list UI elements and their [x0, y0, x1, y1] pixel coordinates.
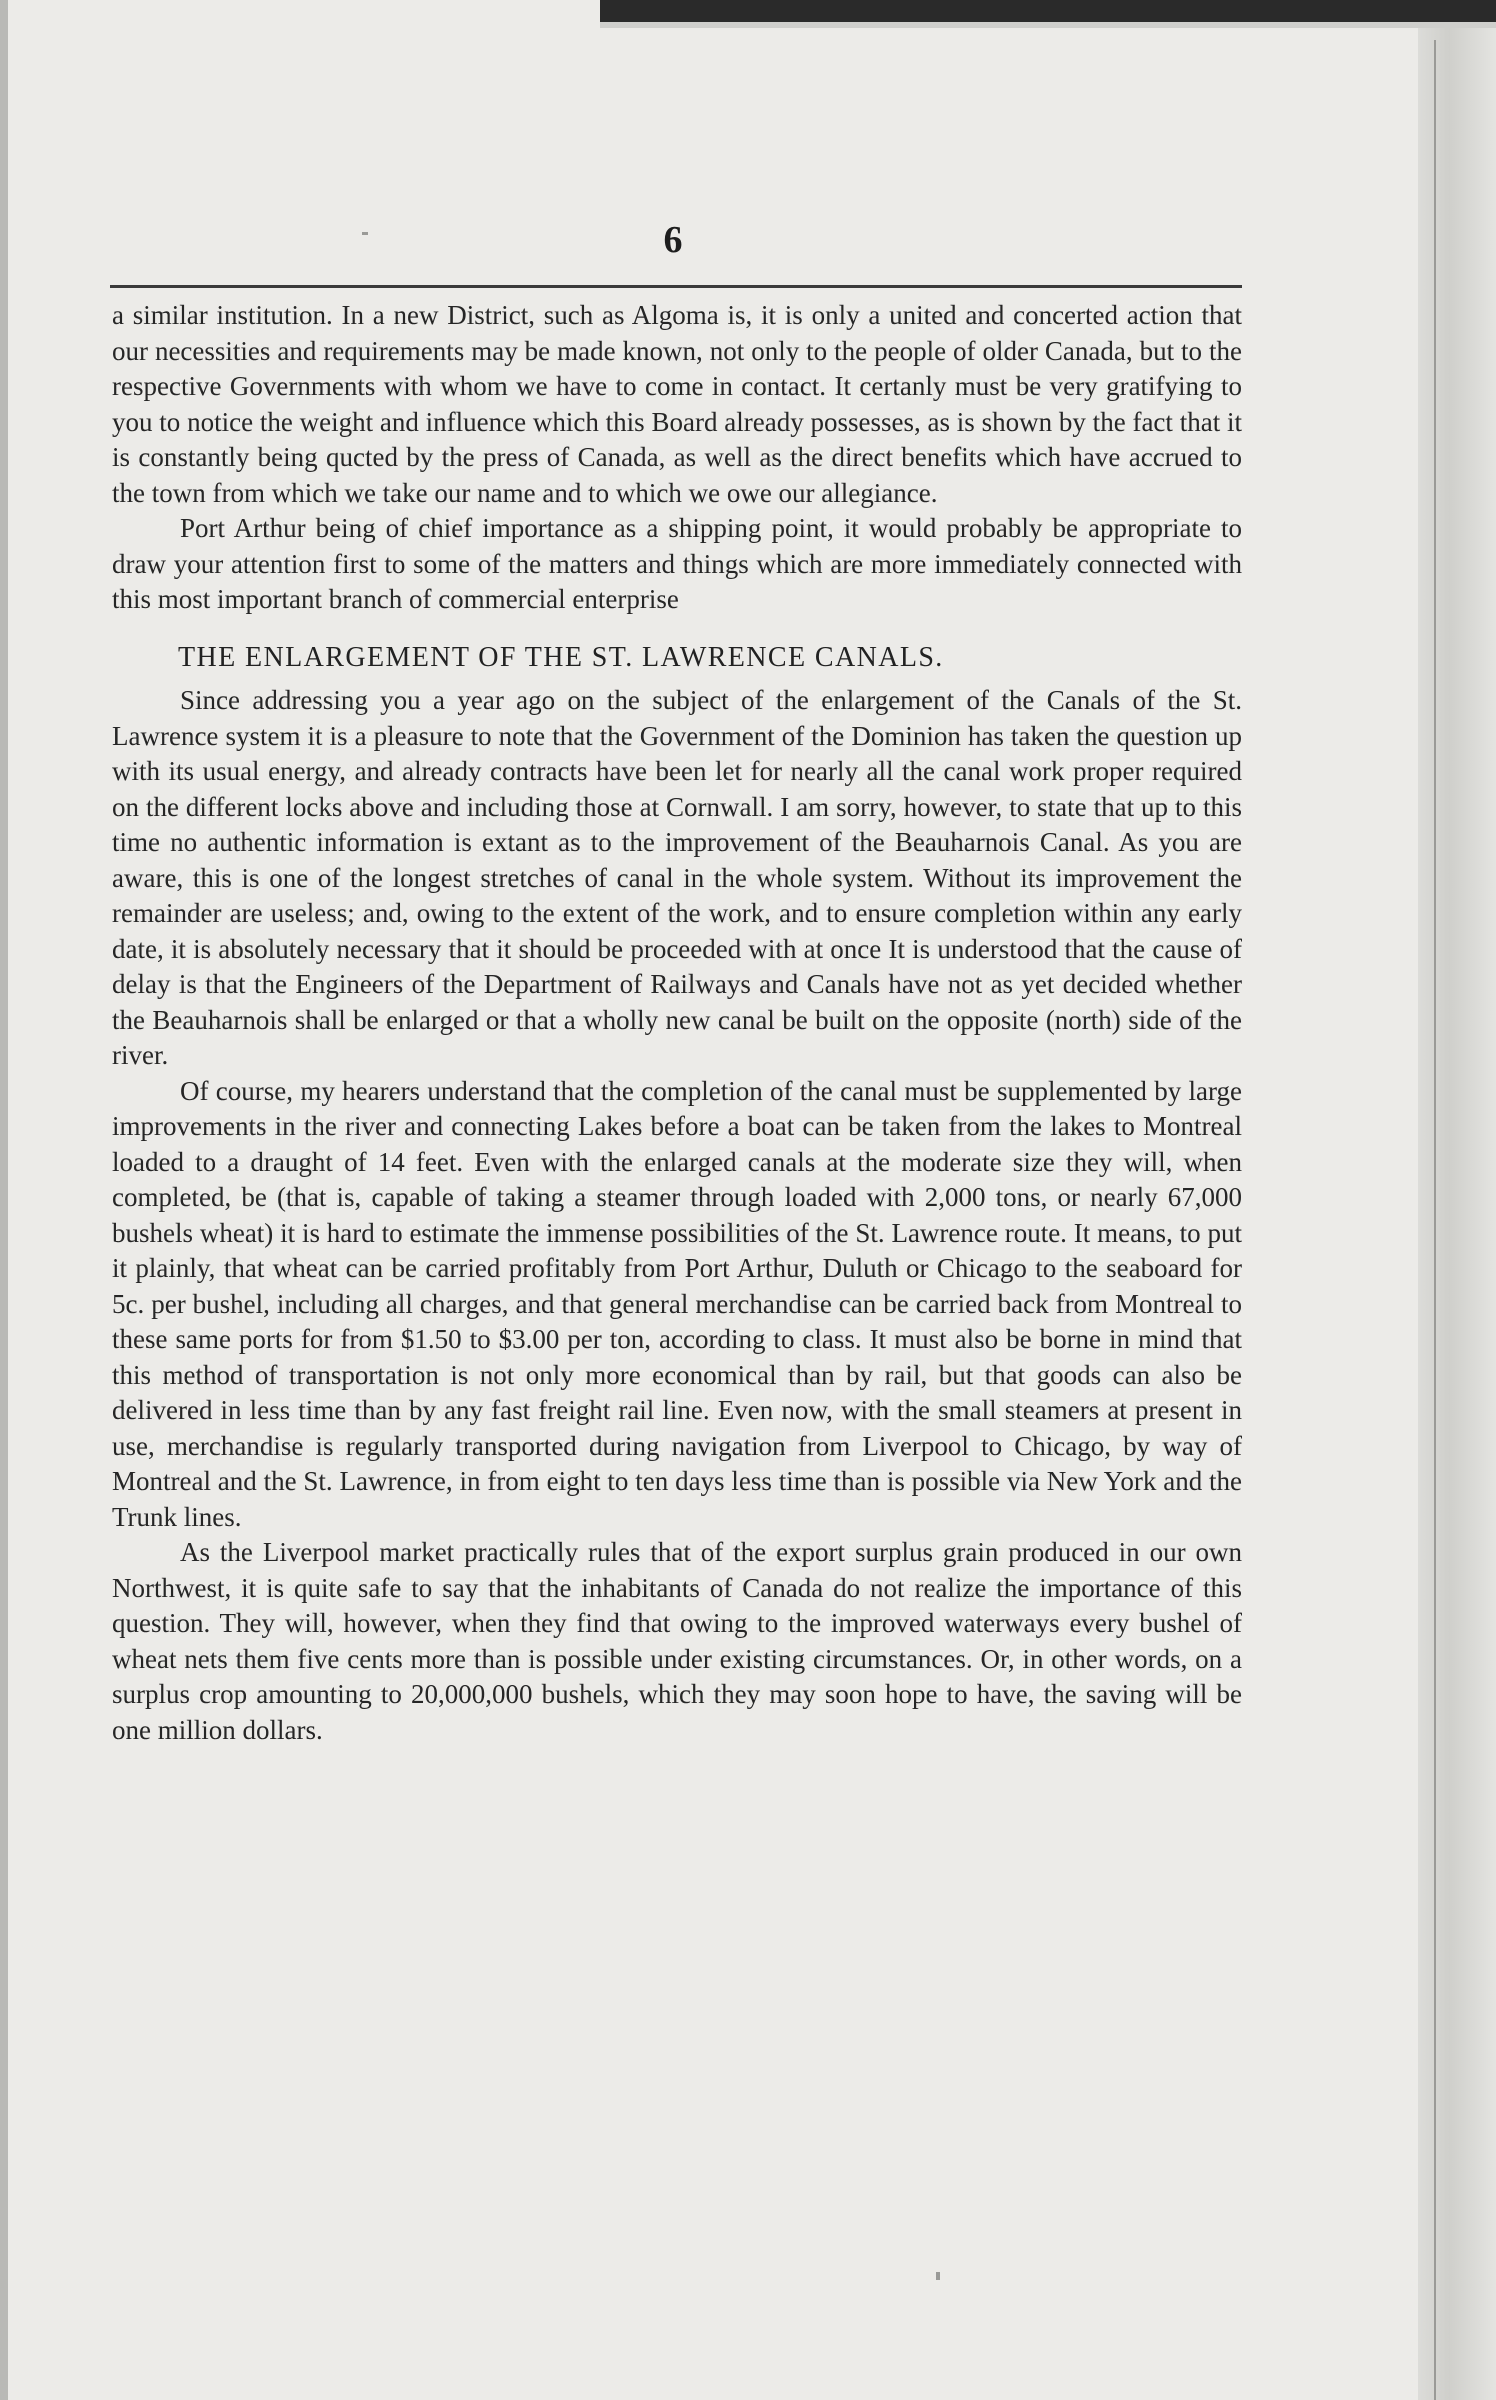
right-page-edge	[1434, 40, 1436, 2400]
paragraph-intro: a similar institution. In a new District, such as Algoma is, it is only a united and concerted action that our necessities and requirements may be made known, not only to the people of older Canada, but to the respective Governments with whom we have to come in contact. It certanly must be very gratifying to you to notice the weight and influence which this Board already possesses, as is shown by the fact that it is constantly being qucted by the press of Canada, as well as the direct benefits which have accrued to the town from which we take our name and to which we owe our allegiance.	[112, 300, 1242, 508]
paragraph-liverpool: As the Liverpool market practically rules that of the export surplus grain produced in our own Northwest, it is quite safe to say that the inhabitants of Canada do not realize the importance of this question. They will, however, when they find that owing to the improved waterways every bushel of wheat nets them five cents more than is possible under existing circumstances. Or, in other words, on a surplus crop amounting to 20,000,000 bushels, which they may soon hope to have, the saving will be one million dollars.	[112, 1537, 1242, 1745]
paragraph-course: Of course, my hearers understand that the completion of the canal must be supplemented by large improvements in the river and connecting Lakes before a boat can be taken from the lakes to Montreal loaded to a draught of 14 feet. Even with the enlarged canals at the moderate size they will, when completed, be (that is, capable of taking a steamer through loaded with 2,000 tons, or nearly 67,000 bushels wheat) it is hard to estimate the immense possibilities of the St. Lawrence route. It means, to put it plainly, that wheat can be carried profitably from Port Arthur, Duluth or Chicago to the seaboard for 5c. per bushel, including all charges, and that general merchandise can be carried back from Montreal to these same ports for from $1.50 to $3.00 per ton, according to class. It must also be borne in mind that this method of transportation is not only more economical than by rail, but that goods can also be delivered in less time than by any fast freight rail line. Even now, with the small steamers at present in use, merchandise is regularly transported during navigation from Liverpool to Chicago, by way of Montreal and the St. Lawrence, in from eight to ten days less time than is possible via New York and the Trunk lines.	[112, 1075, 1242, 1532]
top-scan-edge	[600, 0, 1496, 22]
speck	[936, 2272, 940, 2280]
section-heading: THE ENLARGEMENT OF THE ST. LAWRENCE CANALS.	[178, 641, 944, 673]
body-text	[112, 298, 1242, 1748]
right-page-shadow	[1418, 28, 1496, 2400]
page-number: 6	[663, 219, 683, 261]
left-scan-edge	[0, 0, 8, 2400]
top-scan-gap	[600, 22, 1496, 28]
header-rule	[110, 285, 1242, 288]
paragraph-canals: Since addressing you a year ago on the subject of the enlargement of the Canals of the St. Lawrence system it is a pleasure to note that the Government of the Dominion has taken the question up with its usual energy, and already contracts have been let for nearly all the canal work proper required on the different locks above and including those at Cornwall. I am sorry, however, to state that up to this time no authentic information is extant as to the improvement of the Beauharnois Canal. As you are aware, this is one of the longest stretches of canal in the whole system. Without its improvement the remainder are useless; and, owing to the extent of the work, and to ensure completion within any early date, it is absolutely necessary that it should be proceeded with at once It is understood that the cause of delay is that the Engineers of the Department of Railways and Canals have not as yet decided whether the Beauharnois shall be enlarged or that a wholly new canal be built on the opposite (north) side of the river.	[112, 685, 1242, 1070]
paragraph-port-arthur: Port Arthur being of chief importance as a shipping point, it would probably be appropriate to draw your attention first to some of the matters and things which are more immediately connected with this most important branch of commercial enterprise	[112, 513, 1242, 614]
